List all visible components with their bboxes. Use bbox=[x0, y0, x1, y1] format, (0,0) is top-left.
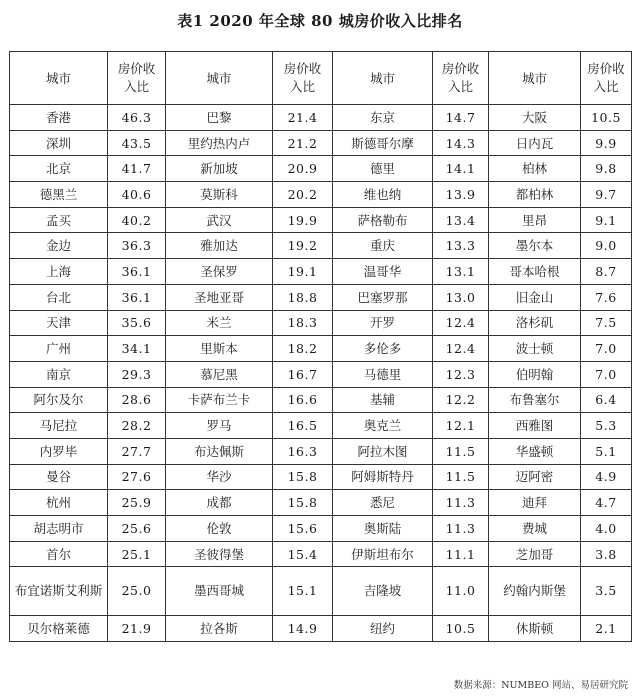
table-row bbox=[10, 387, 632, 413]
header-city: 城市 bbox=[166, 52, 273, 105]
city-cell: 天津 bbox=[10, 310, 108, 336]
ratio-cell: 16.3 bbox=[273, 438, 333, 464]
header-ratio: 房价收 入比 bbox=[273, 52, 333, 105]
table-row bbox=[10, 490, 632, 516]
ratio-cell: 19.2 bbox=[273, 233, 333, 259]
ratio-cell: 36.1 bbox=[108, 284, 166, 310]
header-ratio: 房价收 入比 bbox=[581, 52, 632, 105]
ratio-cell: 16.7 bbox=[273, 361, 333, 387]
city-cell: 布鲁塞尔 bbox=[489, 387, 581, 413]
table-row bbox=[10, 284, 632, 310]
table-row bbox=[10, 464, 632, 490]
city-cell: 深圳 bbox=[10, 130, 108, 156]
city-cell: 基辅 bbox=[333, 387, 433, 413]
ratio-cell: 11.3 bbox=[433, 490, 489, 516]
city-cell: 吉隆坡 bbox=[333, 567, 433, 616]
ratio-cell: 25.1 bbox=[108, 541, 166, 567]
ratio-cell: 5.3 bbox=[581, 413, 632, 439]
city-cell: 墨尔本 bbox=[489, 233, 581, 259]
city-cell: 罗马 bbox=[166, 413, 273, 439]
ratio-cell: 15.6 bbox=[273, 516, 333, 542]
ratio-cell: 41.7 bbox=[108, 156, 166, 182]
ratio-cell: 7.0 bbox=[581, 336, 632, 362]
city-cell: 马尼拉 bbox=[10, 413, 108, 439]
city-cell: 都柏林 bbox=[489, 182, 581, 208]
city-cell: 上海 bbox=[10, 259, 108, 285]
table-row bbox=[10, 336, 632, 362]
table-row bbox=[10, 361, 632, 387]
ratio-cell: 15.1 bbox=[273, 567, 333, 616]
table-row bbox=[10, 438, 632, 464]
city-cell: 台北 bbox=[10, 284, 108, 310]
table-row bbox=[10, 516, 632, 542]
city-cell: 广州 bbox=[10, 336, 108, 362]
city-cell: 阿拉木图 bbox=[333, 438, 433, 464]
ratio-cell: 7.6 bbox=[581, 284, 632, 310]
city-cell: 华盛顿 bbox=[489, 438, 581, 464]
city-cell: 金边 bbox=[10, 233, 108, 259]
city-cell: 卡萨布兰卡 bbox=[166, 387, 273, 413]
city-cell: 大阪 bbox=[489, 105, 581, 131]
ratio-cell: 12.3 bbox=[433, 361, 489, 387]
city-cell: 孟买 bbox=[10, 207, 108, 233]
ratio-cell: 35.6 bbox=[108, 310, 166, 336]
city-cell: 巴黎 bbox=[166, 105, 273, 131]
table-row bbox=[10, 105, 632, 131]
city-cell: 南京 bbox=[10, 361, 108, 387]
city-cell: 布宜诺斯艾利斯 bbox=[10, 567, 108, 616]
table-row bbox=[10, 182, 632, 208]
ratio-cell: 25.0 bbox=[108, 567, 166, 616]
city-cell: 北京 bbox=[10, 156, 108, 182]
city-cell: 华沙 bbox=[166, 464, 273, 490]
ratio-cell: 21.9 bbox=[108, 616, 166, 642]
ratio-cell: 11.5 bbox=[433, 438, 489, 464]
ratio-cell: 7.0 bbox=[581, 361, 632, 387]
city-cell: 开罗 bbox=[333, 310, 433, 336]
city-cell: 多伦多 bbox=[333, 336, 433, 362]
ratio-cell: 7.5 bbox=[581, 310, 632, 336]
ratio-cell: 12.2 bbox=[433, 387, 489, 413]
city-cell: 贝尔格莱德 bbox=[10, 616, 108, 642]
table-row bbox=[10, 259, 632, 285]
ratio-cell: 14.9 bbox=[273, 616, 333, 642]
ratio-cell: 28.2 bbox=[108, 413, 166, 439]
city-cell: 萨格勒布 bbox=[333, 207, 433, 233]
ratio-cell: 12.1 bbox=[433, 413, 489, 439]
city-cell: 奥克兰 bbox=[333, 413, 433, 439]
city-cell: 芝加哥 bbox=[489, 541, 581, 567]
ratio-cell: 15.8 bbox=[273, 464, 333, 490]
ratio-cell: 14.3 bbox=[433, 130, 489, 156]
header-city: 城市 bbox=[489, 52, 581, 105]
city-cell: 里约热内卢 bbox=[166, 130, 273, 156]
header-ratio: 房价收 入比 bbox=[433, 52, 489, 105]
city-cell: 费城 bbox=[489, 516, 581, 542]
ratio-cell: 11.5 bbox=[433, 464, 489, 490]
ratio-cell: 40.2 bbox=[108, 207, 166, 233]
city-cell: 西雅图 bbox=[489, 413, 581, 439]
ratio-cell: 14.1 bbox=[433, 156, 489, 182]
header-row bbox=[10, 52, 632, 105]
city-cell: 拉各斯 bbox=[166, 616, 273, 642]
city-cell: 马德里 bbox=[333, 361, 433, 387]
city-cell: 迈阿密 bbox=[489, 464, 581, 490]
ranking-table bbox=[9, 51, 632, 642]
ratio-cell: 18.2 bbox=[273, 336, 333, 362]
city-cell: 斯德哥尔摩 bbox=[333, 130, 433, 156]
city-cell: 成都 bbox=[166, 490, 273, 516]
city-cell: 首尔 bbox=[10, 541, 108, 567]
ratio-cell: 9.9 bbox=[581, 130, 632, 156]
table-row bbox=[10, 413, 632, 439]
city-cell: 雅加达 bbox=[166, 233, 273, 259]
ratio-cell: 36.1 bbox=[108, 259, 166, 285]
city-cell: 圣地亚哥 bbox=[166, 284, 273, 310]
city-cell: 悉尼 bbox=[333, 490, 433, 516]
ratio-cell: 27.7 bbox=[108, 438, 166, 464]
city-cell: 日内瓦 bbox=[489, 130, 581, 156]
ratio-cell: 20.9 bbox=[273, 156, 333, 182]
city-cell: 墨西哥城 bbox=[166, 567, 273, 616]
ratio-cell: 34.1 bbox=[108, 336, 166, 362]
ratio-cell: 25.9 bbox=[108, 490, 166, 516]
city-cell: 伯明翰 bbox=[489, 361, 581, 387]
city-cell: 曼谷 bbox=[10, 464, 108, 490]
ratio-cell: 5.1 bbox=[581, 438, 632, 464]
ratio-cell: 10.5 bbox=[581, 105, 632, 131]
ratio-cell: 27.6 bbox=[108, 464, 166, 490]
city-cell: 波士顿 bbox=[489, 336, 581, 362]
ratio-cell: 11.3 bbox=[433, 516, 489, 542]
city-cell: 休斯顿 bbox=[489, 616, 581, 642]
ratio-cell: 16.5 bbox=[273, 413, 333, 439]
ratio-cell: 13.0 bbox=[433, 284, 489, 310]
ratio-cell: 9.7 bbox=[581, 182, 632, 208]
ratio-cell: 11.0 bbox=[433, 567, 489, 616]
data-source-note: 数据来源：NUMBEO 网站、易居研究院 bbox=[453, 680, 628, 691]
table-row bbox=[10, 310, 632, 336]
city-cell: 纽约 bbox=[333, 616, 433, 642]
ratio-cell: 18.3 bbox=[273, 310, 333, 336]
city-cell: 阿姆斯特丹 bbox=[333, 464, 433, 490]
table-title: 表1 2020 年全球 80 城房价收入比排名 bbox=[177, 12, 463, 30]
ratio-cell: 43.5 bbox=[108, 130, 166, 156]
ratio-cell: 20.2 bbox=[273, 182, 333, 208]
city-cell: 重庆 bbox=[333, 233, 433, 259]
table-row bbox=[10, 541, 632, 567]
ratio-cell: 19.9 bbox=[273, 207, 333, 233]
city-cell: 伊斯坦布尔 bbox=[333, 541, 433, 567]
ratio-cell: 25.6 bbox=[108, 516, 166, 542]
city-cell: 布达佩斯 bbox=[166, 438, 273, 464]
ratio-cell: 9.1 bbox=[581, 207, 632, 233]
ratio-cell: 11.1 bbox=[433, 541, 489, 567]
ratio-cell: 21.2 bbox=[273, 130, 333, 156]
city-cell: 伦敦 bbox=[166, 516, 273, 542]
city-cell: 东京 bbox=[333, 105, 433, 131]
ratio-cell: 8.7 bbox=[581, 259, 632, 285]
city-cell: 奥斯陆 bbox=[333, 516, 433, 542]
ratio-cell: 4.0 bbox=[581, 516, 632, 542]
city-cell: 内罗毕 bbox=[10, 438, 108, 464]
city-cell: 约翰内斯堡 bbox=[489, 567, 581, 616]
ratio-cell: 36.3 bbox=[108, 233, 166, 259]
ratio-cell: 18.8 bbox=[273, 284, 333, 310]
city-cell: 里斯本 bbox=[166, 336, 273, 362]
ratio-cell: 4.7 bbox=[581, 490, 632, 516]
ratio-cell: 15.8 bbox=[273, 490, 333, 516]
ratio-cell: 10.5 bbox=[433, 616, 489, 642]
ratio-cell: 40.6 bbox=[108, 182, 166, 208]
city-cell: 圣保罗 bbox=[166, 259, 273, 285]
city-cell: 里昂 bbox=[489, 207, 581, 233]
city-cell: 圣彼得堡 bbox=[166, 541, 273, 567]
ratio-cell: 12.4 bbox=[433, 336, 489, 362]
ratio-cell: 13.3 bbox=[433, 233, 489, 259]
city-cell: 哥本哈根 bbox=[489, 259, 581, 285]
ratio-cell: 2.1 bbox=[581, 616, 632, 642]
ratio-cell: 21.4 bbox=[273, 105, 333, 131]
city-cell: 慕尼黑 bbox=[166, 361, 273, 387]
ratio-cell: 6.4 bbox=[581, 387, 632, 413]
ratio-cell: 15.4 bbox=[273, 541, 333, 567]
table-row bbox=[10, 130, 632, 156]
city-cell: 胡志明市 bbox=[10, 516, 108, 542]
ratio-cell: 13.9 bbox=[433, 182, 489, 208]
header-ratio: 房价收 入比 bbox=[108, 52, 166, 105]
ratio-cell: 14.7 bbox=[433, 105, 489, 131]
table-row bbox=[10, 207, 632, 233]
city-cell: 德黑兰 bbox=[10, 182, 108, 208]
city-cell: 武汉 bbox=[166, 207, 273, 233]
ratio-cell: 13.1 bbox=[433, 259, 489, 285]
ratio-cell: 9.8 bbox=[581, 156, 632, 182]
ratio-cell: 9.0 bbox=[581, 233, 632, 259]
header-city: 城市 bbox=[333, 52, 433, 105]
city-cell: 柏林 bbox=[489, 156, 581, 182]
ratio-cell: 16.6 bbox=[273, 387, 333, 413]
ratio-cell: 46.3 bbox=[108, 105, 166, 131]
header-city: 城市 bbox=[10, 52, 108, 105]
city-cell: 巴塞罗那 bbox=[333, 284, 433, 310]
city-cell: 莫斯科 bbox=[166, 182, 273, 208]
city-cell: 杭州 bbox=[10, 490, 108, 516]
city-cell: 德里 bbox=[333, 156, 433, 182]
table-row bbox=[10, 233, 632, 259]
ratio-cell: 3.5 bbox=[581, 567, 632, 616]
ratio-cell: 19.1 bbox=[273, 259, 333, 285]
ratio-cell: 12.4 bbox=[433, 310, 489, 336]
ratio-cell: 28.6 bbox=[108, 387, 166, 413]
city-cell: 米兰 bbox=[166, 310, 273, 336]
city-cell: 迪拜 bbox=[489, 490, 581, 516]
ratio-cell: 29.3 bbox=[108, 361, 166, 387]
ratio-cell: 4.9 bbox=[581, 464, 632, 490]
ratio-cell: 3.8 bbox=[581, 541, 632, 567]
table-row bbox=[10, 567, 632, 616]
table-row bbox=[10, 156, 632, 182]
city-cell: 洛杉矶 bbox=[489, 310, 581, 336]
city-cell: 新加坡 bbox=[166, 156, 273, 182]
city-cell: 维也纳 bbox=[333, 182, 433, 208]
city-cell: 阿尔及尔 bbox=[10, 387, 108, 413]
ratio-cell: 13.4 bbox=[433, 207, 489, 233]
city-cell: 香港 bbox=[10, 105, 108, 131]
city-cell: 旧金山 bbox=[489, 284, 581, 310]
city-cell: 温哥华 bbox=[333, 259, 433, 285]
table-row bbox=[10, 616, 632, 642]
